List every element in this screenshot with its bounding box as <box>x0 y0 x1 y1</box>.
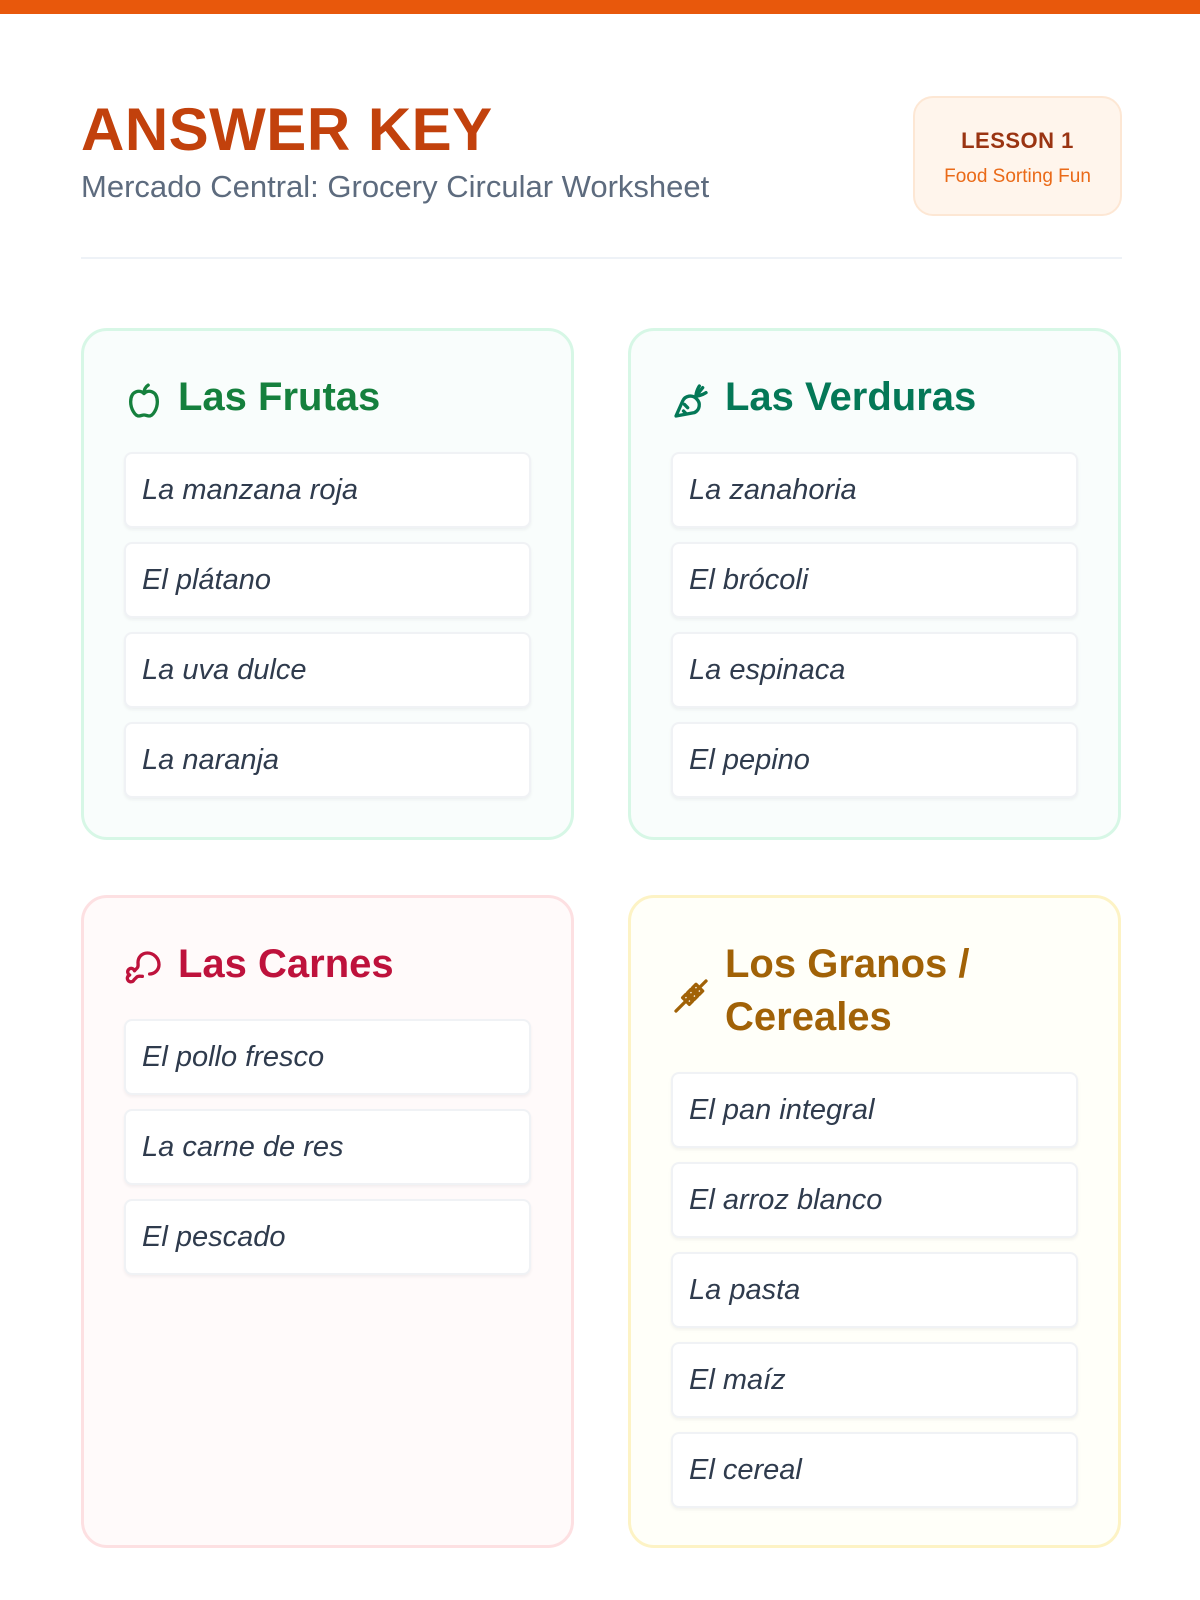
carrot-icon <box>671 381 711 421</box>
list-item: La manzana roja <box>124 452 531 528</box>
lesson-badge <box>913 96 1122 216</box>
list-item: La carne de res <box>124 1109 531 1185</box>
category-title-line-2: Cereales <box>725 995 892 1039</box>
category-card-meats <box>81 895 574 1548</box>
list-item: El maíz <box>671 1342 1078 1418</box>
category-title-line-1: Los Granos / <box>725 942 970 986</box>
category-title <box>725 938 970 1044</box>
list-item: El arroz blanco <box>671 1162 1078 1238</box>
category-title: Las Carnes <box>178 942 394 986</box>
page-title: ANSWER KEY <box>81 96 493 163</box>
category-card-fruits <box>81 328 574 840</box>
list-item: La naranja <box>124 722 531 798</box>
list-item: El pepino <box>671 722 1078 798</box>
page-header <box>81 96 1122 220</box>
category-card-grains <box>628 895 1121 1548</box>
wheat-icon <box>671 976 711 1016</box>
category-title: Las Frutas <box>178 375 381 419</box>
category-title: Las Verduras <box>725 375 977 419</box>
list-item: El pescado <box>124 1199 531 1275</box>
list-item: La zanahoria <box>671 452 1078 528</box>
header-divider <box>81 257 1122 259</box>
list-item: El pollo fresco <box>124 1019 531 1095</box>
item-list <box>671 452 1078 812</box>
item-list <box>671 1072 1078 1522</box>
list-item: El plátano <box>124 542 531 618</box>
list-item: El cereal <box>671 1432 1078 1508</box>
lesson-number: LESSON 1 <box>961 128 1074 153</box>
list-item: El pan integral <box>671 1072 1078 1148</box>
category-card-vegetables <box>628 328 1121 840</box>
list-item: La pasta <box>671 1252 1078 1328</box>
lesson-name: Food Sorting Fun <box>944 166 1091 187</box>
item-list <box>124 1019 531 1289</box>
top-accent-bar <box>0 0 1200 14</box>
drumstick-icon <box>124 948 164 988</box>
apple-icon <box>124 381 164 421</box>
list-item: La uva dulce <box>124 632 531 708</box>
page-subtitle: Mercado Central: Grocery Circular Worksheet <box>81 169 710 204</box>
item-list <box>124 452 531 812</box>
list-item: El brócoli <box>671 542 1078 618</box>
list-item: La espinaca <box>671 632 1078 708</box>
